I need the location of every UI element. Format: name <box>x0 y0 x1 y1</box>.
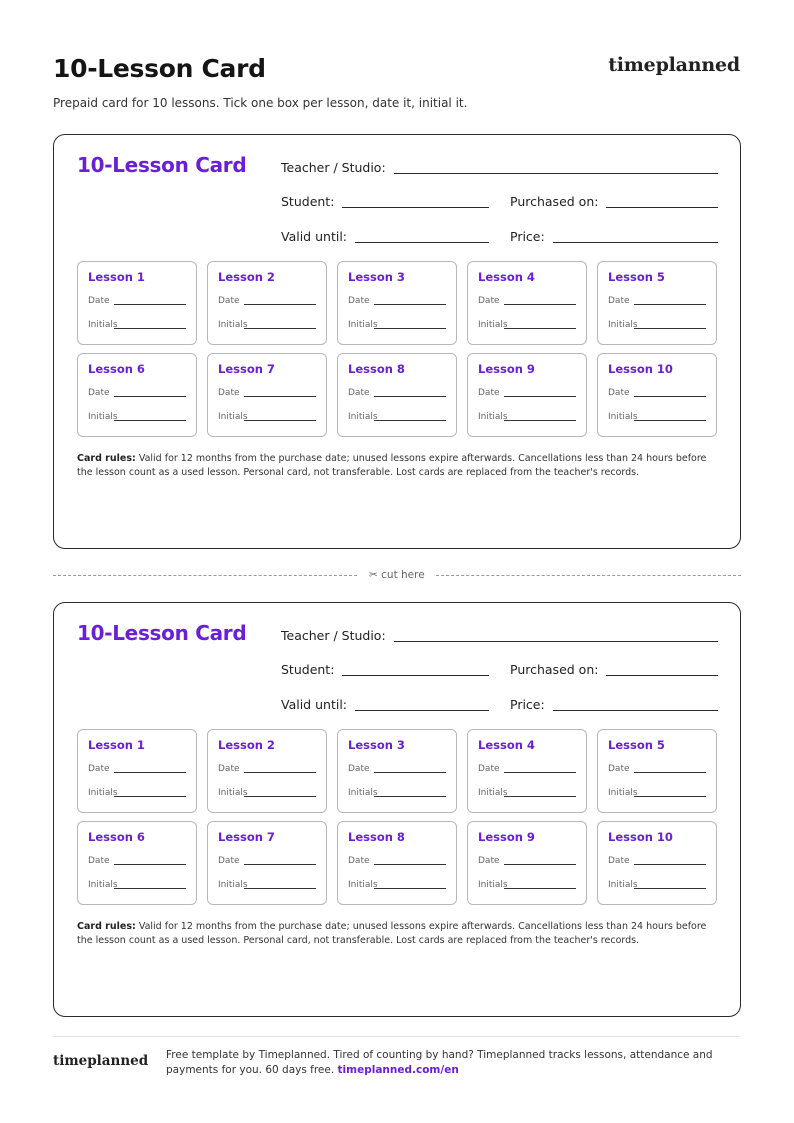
lesson-box-4[interactable] <box>467 729 587 813</box>
date-line[interactable] <box>374 772 446 773</box>
lesson-date-field[interactable] <box>478 388 576 398</box>
lesson-label: Lesson 9 <box>478 362 535 376</box>
initials-label: Initials <box>348 412 378 422</box>
date-line[interactable] <box>244 304 316 305</box>
initials-line[interactable] <box>114 420 186 421</box>
date-label: Date <box>348 388 370 398</box>
date-line[interactable] <box>634 864 706 865</box>
date-line[interactable] <box>634 772 706 773</box>
lesson-initials-field[interactable] <box>218 320 316 330</box>
initials-line[interactable] <box>374 328 446 329</box>
initials-line[interactable] <box>504 420 576 421</box>
lesson-date-field[interactable] <box>88 856 186 866</box>
lesson-label: Lesson 7 <box>218 362 275 376</box>
lesson-initials-field[interactable] <box>608 320 706 330</box>
lesson-label: Lesson 10 <box>608 830 673 844</box>
field-line[interactable] <box>553 710 718 711</box>
field-line[interactable] <box>394 641 718 642</box>
field-label: Teacher / Studio: <box>281 160 386 175</box>
field-label: Valid until: <box>281 697 347 712</box>
lesson-date-field[interactable] <box>608 764 706 774</box>
initials-label: Initials <box>608 880 638 890</box>
date-line[interactable] <box>374 864 446 865</box>
lesson-card-2 <box>53 602 741 1017</box>
lesson-initials-field[interactable] <box>478 412 576 422</box>
date-label: Date <box>478 388 500 398</box>
footer-description: Free template by Timeplanned. Tired of counting by hand? Timeplanned tracks lessons, attendance and payments for you. 60 days free. <box>166 1049 713 1076</box>
lesson-initials-field[interactable] <box>218 788 316 798</box>
date-line[interactable] <box>244 864 316 865</box>
date-label: Date <box>88 856 110 866</box>
initials-label: Initials <box>348 320 378 330</box>
price-field[interactable] <box>510 230 718 244</box>
lesson-initials-field[interactable] <box>608 788 706 798</box>
lesson-label: Lesson 4 <box>478 738 535 752</box>
date-line[interactable] <box>374 396 446 397</box>
lesson-label: Lesson 8 <box>348 362 405 376</box>
initials-line[interactable] <box>374 420 446 421</box>
field-label: Price: <box>510 697 545 712</box>
lesson-box-6[interactable] <box>77 821 197 905</box>
date-label: Date <box>88 388 110 398</box>
lesson-label: Lesson 9 <box>478 830 535 844</box>
initials-label: Initials <box>608 320 638 330</box>
date-line[interactable] <box>114 304 186 305</box>
card-title: 10-Lesson Card <box>77 153 247 177</box>
lesson-label: Lesson 7 <box>218 830 275 844</box>
field-label: Price: <box>510 229 545 244</box>
initials-label: Initials <box>478 880 508 890</box>
date-label: Date <box>218 856 240 866</box>
lesson-initials-field[interactable] <box>218 412 316 422</box>
initials-line[interactable] <box>114 796 186 797</box>
lesson-box-7[interactable] <box>207 353 327 437</box>
lesson-date-field[interactable] <box>348 856 446 866</box>
card-rules <box>77 920 717 948</box>
lesson-grid <box>77 261 718 437</box>
field-line[interactable] <box>606 675 718 676</box>
cut-line <box>53 570 741 582</box>
lesson-box-3[interactable] <box>337 729 457 813</box>
lesson-initials-field[interactable] <box>88 788 186 798</box>
lesson-box-10[interactable] <box>597 353 717 437</box>
initials-label: Initials <box>218 412 248 422</box>
initials-line[interactable] <box>244 796 316 797</box>
initials-label: Initials <box>218 320 248 330</box>
date-label: Date <box>608 856 630 866</box>
lesson-box-8[interactable] <box>337 821 457 905</box>
lesson-label: Lesson 6 <box>88 362 145 376</box>
date-label: Date <box>478 856 500 866</box>
field-label: Purchased on: <box>510 662 599 677</box>
valid-until-field[interactable] <box>281 698 489 712</box>
lesson-box-2[interactable] <box>207 729 327 813</box>
lesson-date-field[interactable] <box>88 764 186 774</box>
initials-line[interactable] <box>244 888 316 889</box>
lesson-label: Lesson 5 <box>608 270 665 284</box>
initials-label: Initials <box>218 788 248 798</box>
date-line[interactable] <box>504 772 576 773</box>
initials-label: Initials <box>478 412 508 422</box>
lesson-date-field[interactable] <box>348 764 446 774</box>
date-label: Date <box>218 388 240 398</box>
rules-label: Card rules: <box>77 453 136 464</box>
initials-line[interactable] <box>634 328 706 329</box>
lesson-date-field[interactable] <box>348 388 446 398</box>
initials-line[interactable] <box>504 328 576 329</box>
lesson-box-5[interactable] <box>597 261 717 345</box>
lesson-initials-field[interactable] <box>88 412 186 422</box>
lesson-box-4[interactable] <box>467 261 587 345</box>
teacher-studio-field[interactable] <box>281 629 718 643</box>
initials-label: Initials <box>478 788 508 798</box>
field-line[interactable] <box>342 675 489 676</box>
footer-link[interactable]: timeplanned.com/en <box>337 1064 459 1076</box>
lesson-label: Lesson 3 <box>348 270 405 284</box>
date-label: Date <box>218 296 240 306</box>
date-line[interactable] <box>504 396 576 397</box>
lesson-initials-field[interactable] <box>478 788 576 798</box>
field-line[interactable] <box>342 207 489 208</box>
brand-logo: timeplanned <box>608 54 740 76</box>
initials-line[interactable] <box>244 420 316 421</box>
lesson-initials-field[interactable] <box>218 880 316 890</box>
footer-text <box>166 1048 741 1078</box>
initials-line[interactable] <box>634 888 706 889</box>
date-line[interactable] <box>504 304 576 305</box>
field-line[interactable] <box>606 207 718 208</box>
initials-label: Initials <box>218 880 248 890</box>
page-title: 10-Lesson Card <box>53 54 266 83</box>
date-label: Date <box>348 764 370 774</box>
cut-dash-left <box>53 575 357 576</box>
lesson-initials-field[interactable] <box>478 880 576 890</box>
lesson-initials-field[interactable] <box>88 320 186 330</box>
purchased-on-field[interactable] <box>510 663 718 677</box>
field-label: Student: <box>281 662 335 677</box>
date-line[interactable] <box>374 304 446 305</box>
lesson-initials-field[interactable] <box>608 880 706 890</box>
lesson-date-field[interactable] <box>348 296 446 306</box>
field-label: Student: <box>281 194 335 209</box>
lesson-date-field[interactable] <box>608 296 706 306</box>
initials-line[interactable] <box>114 328 186 329</box>
field-line[interactable] <box>355 710 489 711</box>
lesson-date-field[interactable] <box>608 388 706 398</box>
date-label: Date <box>218 764 240 774</box>
initials-line[interactable] <box>504 888 576 889</box>
date-line[interactable] <box>634 396 706 397</box>
initials-label: Initials <box>88 412 118 422</box>
cut-dash-right <box>436 575 741 576</box>
rules-text: Valid for 12 months from the purchase date; unused lessons expire afterwards. Cancellations less than 24 hours before the lesson count as a used lesson. Personal card, not transferable. Lost cards are replaced from the teacher's records. <box>77 453 707 478</box>
lesson-initials-field[interactable] <box>348 412 446 422</box>
date-line[interactable] <box>634 304 706 305</box>
lesson-label: Lesson 8 <box>348 830 405 844</box>
initials-label: Initials <box>608 412 638 422</box>
lesson-box-5[interactable] <box>597 729 717 813</box>
date-label: Date <box>348 856 370 866</box>
initials-label: Initials <box>608 788 638 798</box>
field-label: Teacher / Studio: <box>281 628 386 643</box>
lesson-label: Lesson 1 <box>88 270 145 284</box>
lesson-label: Lesson 1 <box>88 738 145 752</box>
lesson-label: Lesson 4 <box>478 270 535 284</box>
student-field[interactable] <box>281 663 489 677</box>
lesson-date-field[interactable] <box>218 388 316 398</box>
valid-until-field[interactable] <box>281 230 489 244</box>
date-line[interactable] <box>114 772 186 773</box>
field-line[interactable] <box>394 173 718 174</box>
student-field[interactable] <box>281 195 489 209</box>
field-label: Purchased on: <box>510 194 599 209</box>
date-line[interactable] <box>504 864 576 865</box>
lesson-label: Lesson 3 <box>348 738 405 752</box>
lesson-box-1[interactable] <box>77 261 197 345</box>
price-field[interactable] <box>510 698 718 712</box>
page-subtitle: Prepaid card for 10 lessons. Tick one box per lesson, date it, initial it. <box>53 96 468 110</box>
lesson-box-10[interactable] <box>597 821 717 905</box>
lesson-date-field[interactable] <box>478 764 576 774</box>
lesson-card-1 <box>53 134 741 549</box>
cut-label: ✂ cut here <box>369 569 425 581</box>
lesson-date-field[interactable] <box>218 856 316 866</box>
lesson-box-9[interactable] <box>467 353 587 437</box>
field-line[interactable] <box>355 242 489 243</box>
initials-line[interactable] <box>634 796 706 797</box>
lesson-label: Lesson 10 <box>608 362 673 376</box>
lesson-box-1[interactable] <box>77 729 197 813</box>
initials-label: Initials <box>478 320 508 330</box>
lesson-initials-field[interactable] <box>348 320 446 330</box>
lesson-initials-field[interactable] <box>608 412 706 422</box>
lesson-grid <box>77 729 718 905</box>
lesson-box-7[interactable] <box>207 821 327 905</box>
teacher-studio-field[interactable] <box>281 161 718 175</box>
initials-line[interactable] <box>114 888 186 889</box>
initials-label: Initials <box>88 320 118 330</box>
footer-divider <box>53 1036 741 1037</box>
lesson-date-field[interactable] <box>478 296 576 306</box>
date-label: Date <box>608 388 630 398</box>
lesson-date-field[interactable] <box>88 296 186 306</box>
lesson-box-3[interactable] <box>337 261 457 345</box>
date-label: Date <box>608 764 630 774</box>
initials-line[interactable] <box>244 328 316 329</box>
lesson-date-field[interactable] <box>88 388 186 398</box>
purchased-on-field[interactable] <box>510 195 718 209</box>
lesson-label: Lesson 2 <box>218 270 275 284</box>
lesson-box-9[interactable] <box>467 821 587 905</box>
rules-text: Valid for 12 months from the purchase date; unused lessons expire afterwards. Cancellations less than 24 hours before the lesson count as a used lesson. Personal card, not transferable. Lost cards are replaced from the teacher's records. <box>77 921 707 946</box>
date-label: Date <box>478 296 500 306</box>
lesson-initials-field[interactable] <box>478 320 576 330</box>
date-line[interactable] <box>114 864 186 865</box>
lesson-box-6[interactable] <box>77 353 197 437</box>
initials-label: Initials <box>88 788 118 798</box>
initials-line[interactable] <box>504 796 576 797</box>
field-label: Valid until: <box>281 229 347 244</box>
lesson-box-8[interactable] <box>337 353 457 437</box>
field-line[interactable] <box>553 242 718 243</box>
lesson-initials-field[interactable] <box>348 788 446 798</box>
date-label: Date <box>348 296 370 306</box>
initials-line[interactable] <box>374 796 446 797</box>
lesson-label: Lesson 6 <box>88 830 145 844</box>
date-line[interactable] <box>244 772 316 773</box>
date-label: Date <box>88 764 110 774</box>
lesson-date-field[interactable] <box>218 296 316 306</box>
lesson-initials-field[interactable] <box>348 880 446 890</box>
date-label: Date <box>88 296 110 306</box>
lesson-date-field[interactable] <box>478 856 576 866</box>
lesson-initials-field[interactable] <box>88 880 186 890</box>
date-line[interactable] <box>244 396 316 397</box>
lesson-date-field[interactable] <box>608 856 706 866</box>
initials-label: Initials <box>348 880 378 890</box>
date-line[interactable] <box>114 396 186 397</box>
date-label: Date <box>478 764 500 774</box>
initials-label: Initials <box>348 788 378 798</box>
date-label: Date <box>608 296 630 306</box>
card-rules <box>77 452 717 480</box>
initials-line[interactable] <box>634 420 706 421</box>
lesson-date-field[interactable] <box>218 764 316 774</box>
rules-label: Card rules: <box>77 921 136 932</box>
lesson-label: Lesson 5 <box>608 738 665 752</box>
initials-label: Initials <box>88 880 118 890</box>
card-title: 10-Lesson Card <box>77 621 247 645</box>
lesson-box-2[interactable] <box>207 261 327 345</box>
footer-brand: timeplanned <box>53 1053 149 1069</box>
initials-line[interactable] <box>374 888 446 889</box>
lesson-label: Lesson 2 <box>218 738 275 752</box>
